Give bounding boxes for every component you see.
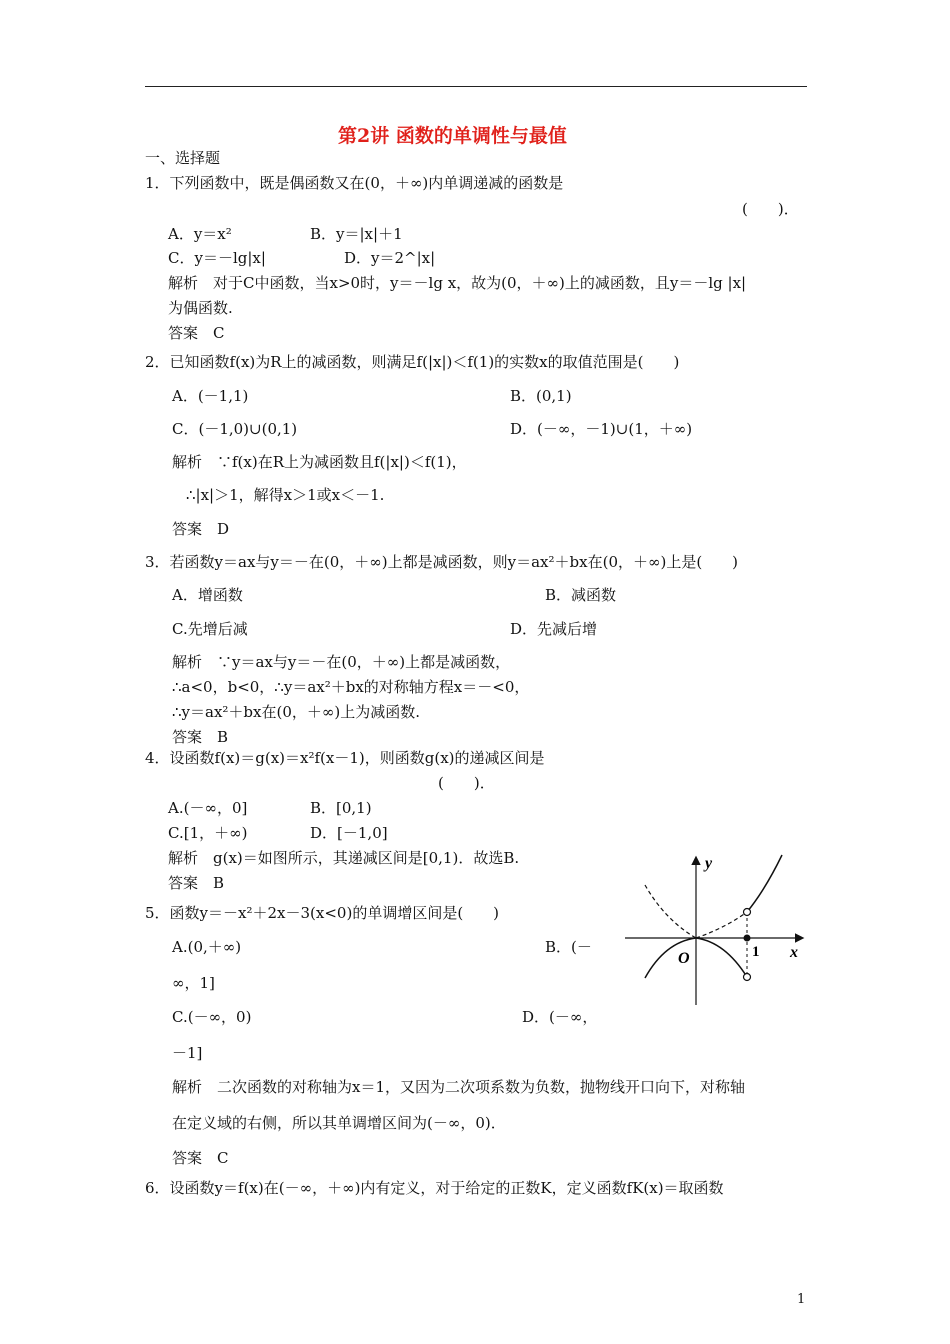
q4-option-b: B．[0,1) [310, 799, 372, 817]
q5-stem: 5．函数y＝－x²＋2x－3(x<0)的单调增区间是( ) [145, 904, 500, 922]
q1-analysis-line2: 为偶函数. [168, 299, 233, 317]
q1-option-c: C．y＝－lg|x| [168, 249, 266, 267]
q3-analysis-line2: ∴a<0，b<0，∴y＝ax²＋bx的对称轴方程x＝－<0， [172, 678, 530, 696]
q3-option-c: C.先增后减 [172, 620, 248, 638]
q5-analysis-line2: 在定义域的右侧，所以其单调增区间为(－∞，0)． [172, 1114, 506, 1132]
page-number: 1 [797, 1292, 806, 1307]
q3-stem: 3．若函数y＝ax与y＝－在(0，＋∞)上都是减函数，则y＝ax²＋bx在(0，＋∞)上是( ) [145, 553, 739, 571]
origin-label: O [678, 950, 690, 967]
header-rule [145, 86, 807, 87]
q5-option-a: A.(0,＋∞) [172, 938, 242, 956]
y-axis-label: y [705, 855, 713, 872]
q5-answer: 答案 C [172, 1149, 229, 1167]
q5-option-d-part1: D．(－∞， [522, 1008, 598, 1026]
q4-answer: 答案 B [168, 874, 225, 892]
q2-analysis-line2: ∴|x|＞1，解得x＞1或x＜－1. [186, 486, 385, 504]
q3-answer: 答案 B [172, 728, 229, 746]
section-heading: 一、选择题 [145, 149, 221, 167]
q4-option-d: D．[－1,0] [310, 824, 388, 842]
solid-curve-upper [747, 855, 782, 912]
dashed-parabola-left [645, 885, 696, 938]
q2-option-d: D．(－∞，－1)∪(1，＋∞) [510, 420, 693, 438]
q4-paren: ( )． [438, 774, 495, 792]
q2-analysis-line1: 解析 ∵f(x)在R上为减函数且f(|x|)＜f(1)， [172, 453, 467, 471]
q3-option-a: A．增函数 [172, 586, 243, 604]
q2-option-b: B．(0,1) [510, 387, 572, 405]
q5-option-c: C.(－∞，0) [172, 1008, 252, 1026]
q4-option-a: A.(－∞，0] [168, 799, 248, 817]
q3-option-d: D．先减后增 [510, 620, 598, 638]
q4-option-c: C.[1，＋∞) [168, 824, 248, 842]
tick-label-1: 1 [752, 944, 760, 960]
open-point-upper [744, 909, 751, 916]
filled-point-axis [744, 935, 751, 942]
q2-option-c: C．(－1,0)∪(0,1) [172, 420, 298, 438]
q5-analysis-line1: 解析 二次函数的对称轴为x＝1，又因为二次项系数为负数，抛物线开口向下，对称轴 [172, 1078, 746, 1096]
page-title: 第2讲 函数的单调性与最值 [338, 125, 567, 147]
q3-analysis-line3: ∴y＝ax²＋bx在(0，＋∞)上为减函数. [172, 703, 421, 721]
q1-paren: ( )． [742, 200, 799, 218]
q5-option-b-part2: ∞，1] [172, 974, 215, 992]
q1-analysis-line1: 解析 对于C中函数，当x>0时，y＝－lg x，故为(0，＋∞)上的减函数，且y＝－lg |x| [168, 274, 747, 292]
q4-analysis: 解析 g(x)＝如图所示，其递减区间是[0,1)．故选B. [168, 849, 520, 867]
dashed-parabola-right [696, 912, 747, 938]
q1-option-a: A．y＝x² [168, 225, 232, 243]
q1-stem: 1．下列函数中，既是偶函数又在(0，＋∞)内单调递减的函数是 [145, 174, 564, 192]
q5-option-d-part2: －1] [172, 1044, 203, 1062]
q3-analysis-line1: 解析 ∵y＝ax与y＝－在(0，＋∞)上都是减函数， [172, 653, 511, 671]
q6-stem: 6．设函数y＝f(x)在(－∞，＋∞)内有定义，对于给定的正数K，定义函数fK(x)＝取函数 [145, 1179, 724, 1197]
q4-stem: 4．设函数f(x)＝g(x)＝x²f(x－1)，则函数g(x)的递减区间是 [145, 749, 545, 767]
open-point-lower [744, 974, 751, 981]
q2-stem: 2．已知函数f(x)为R上的减函数，则满足f(|x|)＜f(1)的实数x的取值范围是( ) [145, 353, 680, 371]
q1-answer: 答案 C [168, 324, 225, 342]
function-graph [620, 850, 810, 1010]
q1-option-b: B．y＝|x|＋1 [310, 225, 403, 243]
q5-option-b-part1: B．(－ [545, 938, 592, 956]
q2-answer: 答案 D [172, 520, 230, 538]
q2-option-a: A．(－1,1) [172, 387, 249, 405]
q1-option-d: D．y＝2^|x| [344, 249, 436, 267]
q3-option-b: B．减函数 [545, 586, 617, 604]
x-axis-label: x [790, 944, 798, 961]
